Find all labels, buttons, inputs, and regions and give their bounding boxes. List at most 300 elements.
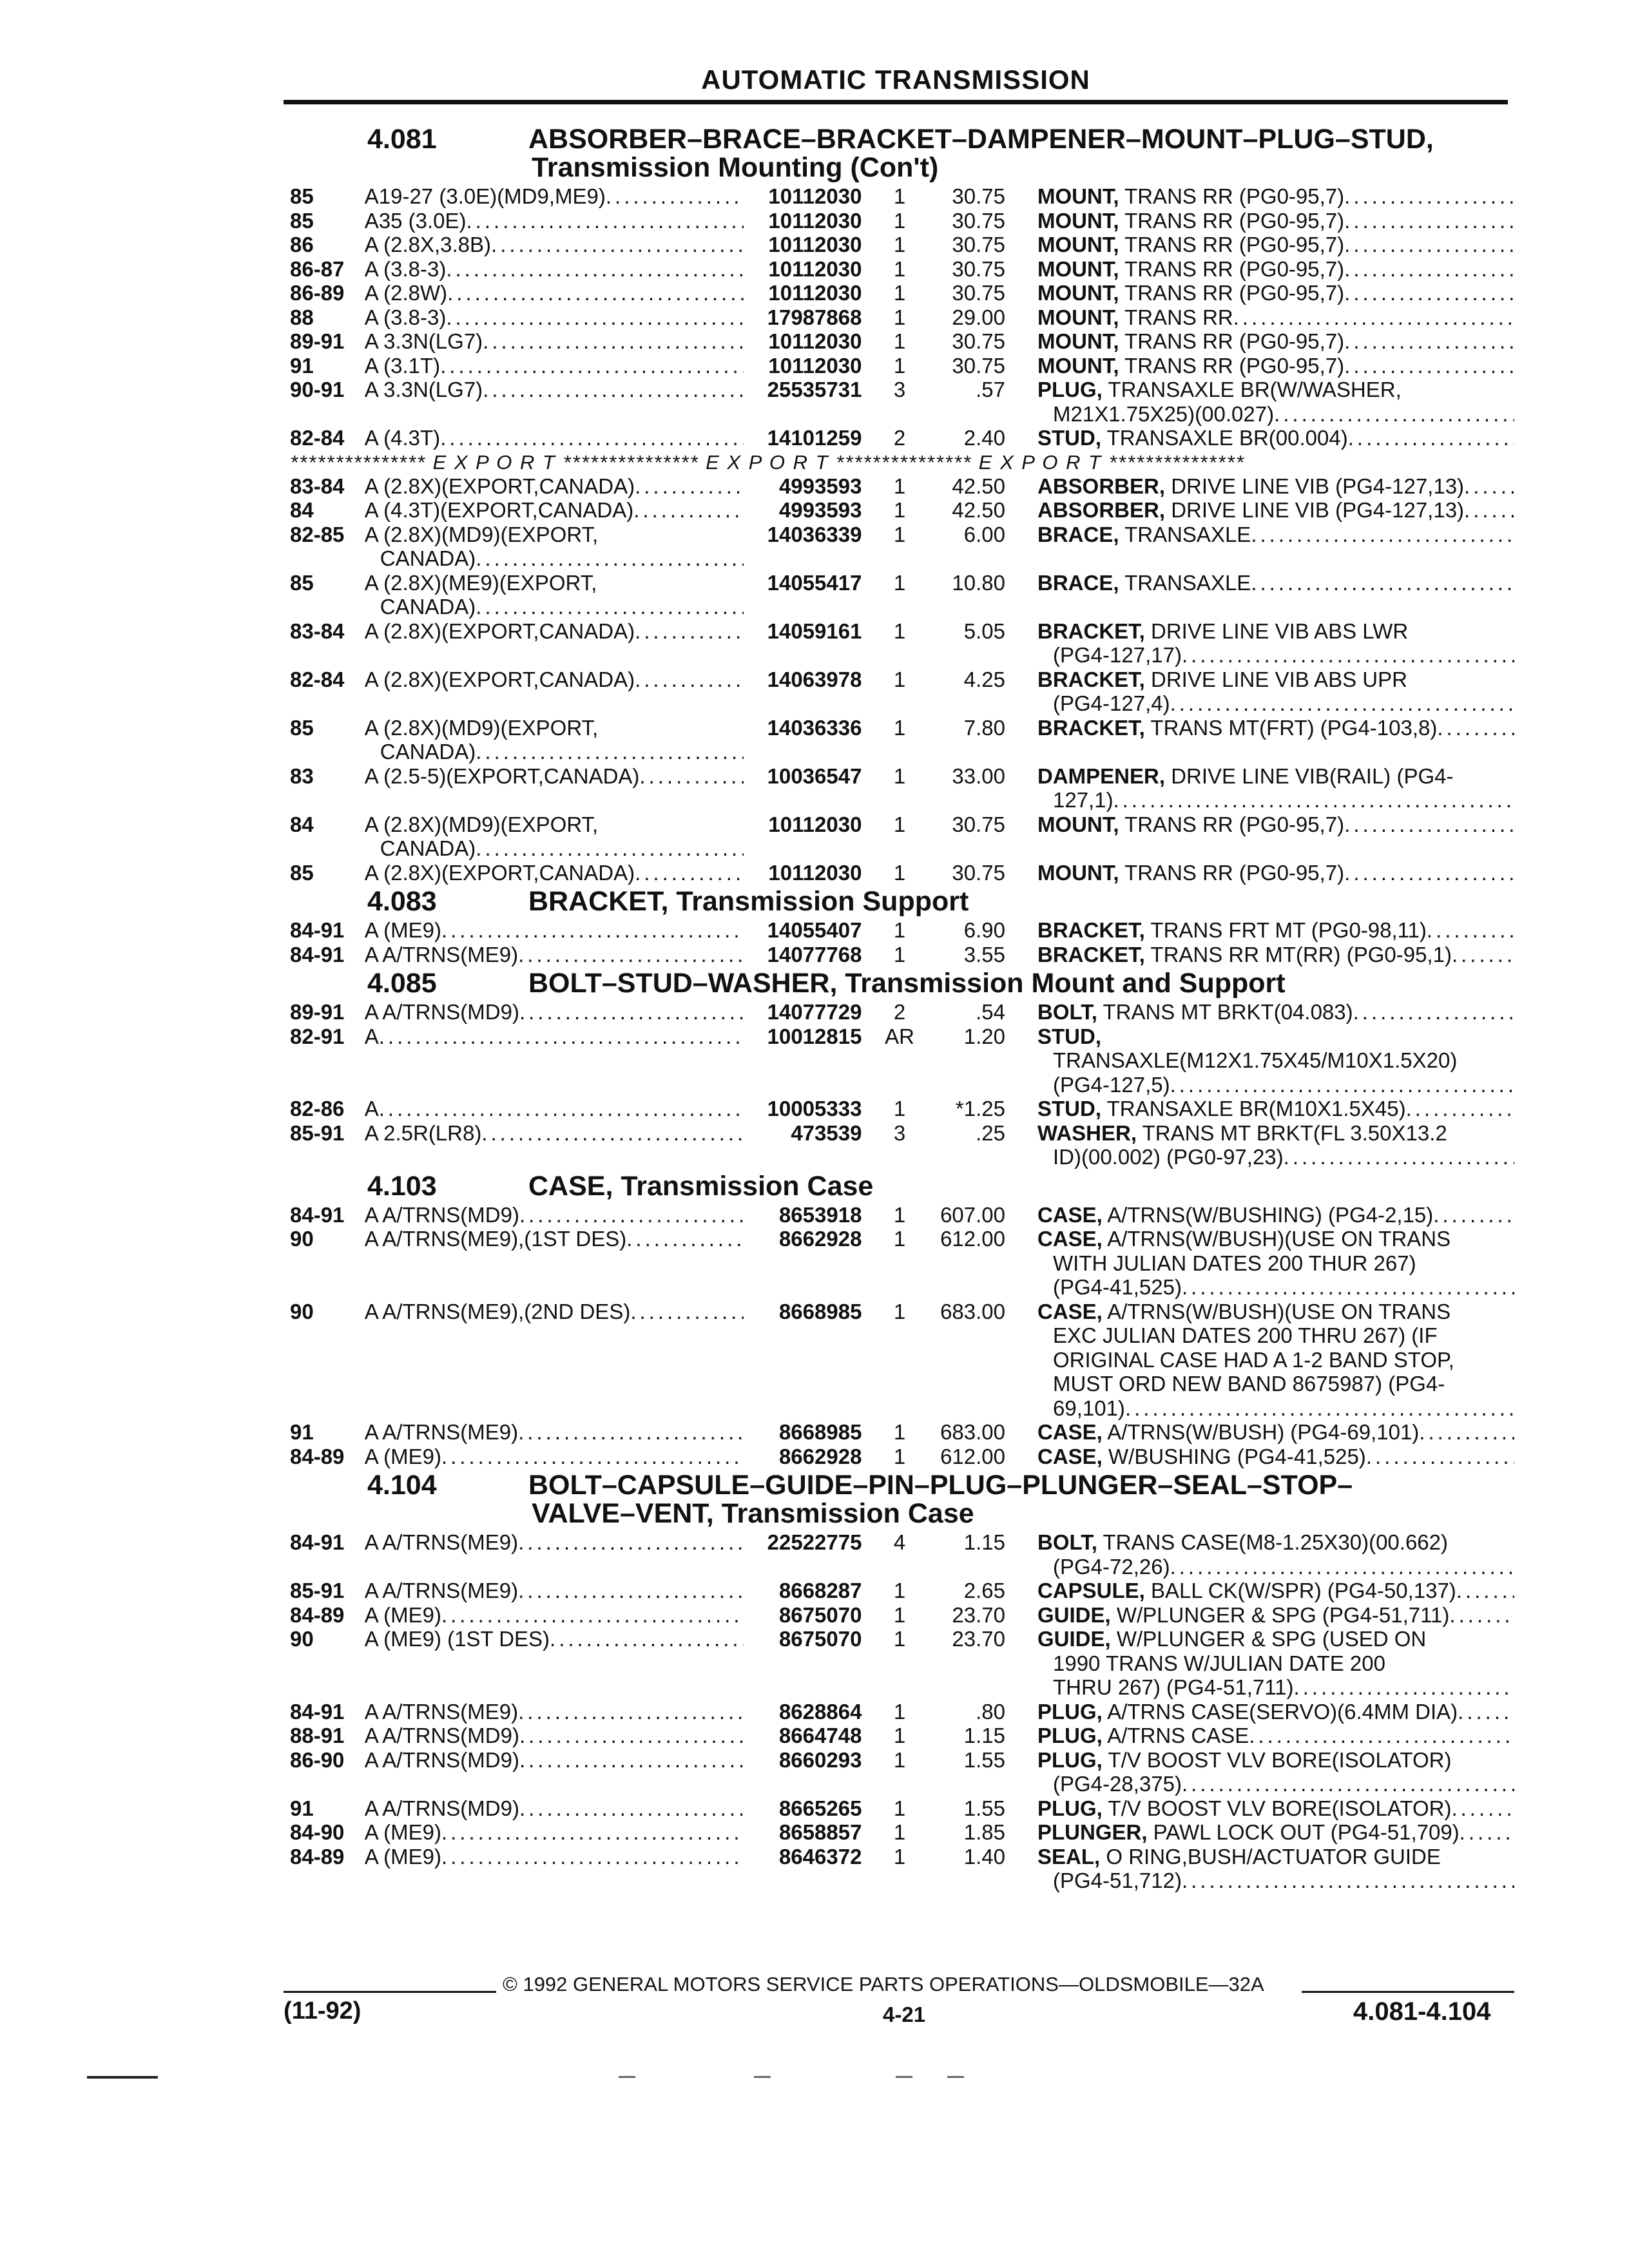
model-years: 88	[290, 305, 314, 329]
leader-dots	[1233, 305, 1514, 330]
leader-dots	[1464, 474, 1514, 499]
part-name	[1005, 1121, 1514, 1169]
part-name	[1005, 1203, 1514, 1227]
part-name-line	[1037, 498, 1514, 523]
description-text: A (2.8X)(ME9)(EXPORT,	[364, 570, 597, 595]
description-text: A (2.8X)(EXPORT,CANADA)	[364, 619, 635, 643]
description-text: A A/TRNS(ME9)	[364, 1420, 519, 1444]
description-text: A 2.5R(LR8)	[364, 1120, 482, 1145]
leader-dots	[1451, 1796, 1514, 1821]
price: 30.75	[952, 233, 1005, 256]
part-name-line	[1037, 1445, 1514, 1469]
part-name	[1005, 1748, 1514, 1796]
part-name-text: MOUNT, TRANS RR (PG0-95,7)	[1037, 256, 1345, 281]
part-name-line	[1037, 1579, 1514, 1603]
part-name-text: 1990 TRANS W/JULIAN DATE 200	[1053, 1651, 1385, 1675]
description-line	[365, 329, 744, 354]
part-name-line	[1037, 1121, 1514, 1146]
section-title-line: ABSORBER–BRACE–BRACKET–DAMPENER–MOUNT–PLUG–STUD,	[528, 124, 1434, 155]
part-name	[1005, 1300, 1514, 1421]
section-title	[528, 125, 1434, 182]
part-name-line	[1037, 571, 1514, 595]
part-number: 14055407	[767, 918, 862, 942]
leader-dots	[518, 1579, 744, 1603]
model-years: 84-89	[290, 1602, 345, 1627]
quantity: 1	[893, 1227, 906, 1251]
part-name-line	[1037, 1073, 1514, 1097]
part-name-text: (PG4-28,375)	[1053, 1772, 1182, 1796]
leader-dots	[519, 1748, 744, 1773]
model-years: 89-91	[290, 329, 345, 353]
description-line	[365, 1300, 744, 1324]
part-name-text: ABSORBER, DRIVE LINE VIB (PG4-127,13)	[1037, 474, 1465, 498]
quantity: 1	[893, 329, 906, 353]
description-text: A (2.8X)(EXPORT,CANADA)	[364, 860, 635, 885]
price: .80	[976, 1699, 1005, 1724]
section-title	[528, 1172, 873, 1200]
part-number: 14036336	[767, 715, 862, 740]
part-name-line	[1037, 402, 1514, 427]
leader-dots	[1182, 1772, 1514, 1796]
leader-dots	[1284, 1145, 1514, 1169]
footer-rule-right	[1302, 1991, 1514, 1993]
quantity: 4	[893, 1530, 906, 1554]
model-years: 90	[290, 1299, 314, 1323]
quantity: 3	[893, 1120, 906, 1145]
leader-dots	[1344, 184, 1514, 209]
model-years: 91	[290, 353, 314, 378]
part-row	[290, 209, 1514, 233]
leader-dots	[519, 1724, 744, 1748]
part-name	[1005, 619, 1514, 668]
description-line	[365, 740, 744, 764]
part-name	[1005, 474, 1514, 499]
quantity: 2	[893, 1000, 906, 1024]
part-name-line	[1037, 257, 1514, 282]
part-name-text: BOLT, TRANS CASE(M8-1.25X30)(00.662)	[1037, 1530, 1449, 1554]
description-text: A A/TRNS(MD9)	[364, 1747, 519, 1772]
model-years: 82-86	[290, 1097, 345, 1120]
description-text: A (2.8X)(MD9)(EXPORT,	[364, 812, 599, 836]
part-name	[1005, 498, 1514, 523]
leader-dots	[519, 1000, 744, 1024]
application-description	[365, 1300, 744, 1324]
description-text: A19-27 (3.0E)(MD9,ME9)	[364, 184, 606, 208]
scan-mark	[896, 2076, 912, 2078]
part-number: 10112030	[768, 233, 862, 256]
footer-section-range: 4.081-4.104	[1353, 1997, 1491, 2026]
part-name-line	[1037, 1530, 1514, 1555]
model-years: 84-89	[290, 1444, 345, 1468]
part-name-line	[1037, 691, 1514, 716]
model-years: 85	[290, 184, 314, 208]
part-name-line	[1037, 1145, 1514, 1169]
part-name-text: M21X1.75X25)(00.027)	[1053, 401, 1275, 426]
description-line	[365, 595, 744, 619]
leader-dots	[476, 546, 744, 571]
quantity: 3	[893, 378, 906, 401]
part-name-text: 69,101)	[1053, 1396, 1125, 1420]
page-header: AUTOMATIC TRANSMISSION	[701, 64, 1090, 95]
part-number: 14101259	[767, 426, 862, 450]
part-number: 17987868	[767, 305, 862, 329]
part-name	[1005, 1445, 1514, 1469]
part-name-line	[1037, 1845, 1514, 1869]
leader-dots	[635, 474, 744, 499]
description-line	[365, 668, 744, 692]
part-name-line	[1037, 354, 1514, 378]
part-name-line	[1037, 1275, 1514, 1300]
quantity: 1	[893, 522, 906, 546]
footer-page-number: 4-21	[883, 2003, 926, 2026]
part-name-text: CASE, A/TRNS(W/BUSH)(USE ON TRANS	[1037, 1227, 1451, 1251]
leader-dots	[447, 281, 744, 305]
section-title-line: BRACKET, Transmission Support	[528, 886, 969, 917]
part-name-text: (PG4-51,712)	[1053, 1869, 1182, 1892]
quantity: 1	[893, 305, 906, 329]
part-name	[1005, 918, 1514, 943]
model-years: 84	[290, 812, 314, 836]
description-text: A (3.1T)	[364, 353, 441, 378]
description-line	[365, 1796, 744, 1821]
part-number: 8646372	[778, 1844, 862, 1869]
section-heading	[290, 969, 1514, 997]
model-years: 85-91	[290, 1120, 345, 1145]
part-number: 8662928	[778, 1227, 862, 1251]
part-name	[1005, 1000, 1514, 1024]
part-number: 14059161	[767, 619, 862, 643]
part-row	[290, 1796, 1514, 1821]
description-text: A (2.8X)(MD9)(EXPORT,	[364, 715, 599, 740]
application-description	[365, 1203, 744, 1227]
leader-dots	[1437, 716, 1514, 740]
part-name-line	[1037, 1772, 1514, 1796]
part-name-line	[1037, 943, 1514, 967]
part-row	[290, 305, 1514, 330]
part-number: 10005333	[767, 1097, 862, 1120]
leader-dots	[1344, 812, 1514, 837]
part-number: 8668985	[778, 1420, 862, 1444]
description-line	[365, 1724, 744, 1748]
price: 7.80	[963, 715, 1005, 740]
price: 2.40	[963, 426, 1005, 450]
part-number: 10112030	[768, 208, 862, 233]
description-text: A 3.3N(LG7)	[364, 329, 483, 353]
leader-dots	[1348, 426, 1514, 450]
model-years: 91	[290, 1796, 314, 1820]
application-description	[365, 764, 744, 789]
leader-dots	[519, 1796, 744, 1821]
description-line	[365, 1845, 744, 1869]
application-description	[365, 619, 744, 644]
part-row	[290, 764, 1514, 812]
part-number: 10112030	[768, 860, 862, 885]
description-text: A (2.8X,3.8B)	[364, 233, 492, 256]
quantity: 1	[893, 1444, 906, 1468]
part-name-text: STUD, TRANSAXLE BR(M10X1.5X45)	[1037, 1097, 1406, 1120]
model-years: 89-91	[290, 1000, 345, 1024]
part-name-text: CAPSULE, BALL CK(W/SPR) (PG4-50,137)	[1037, 1579, 1456, 1602]
part-row	[290, 668, 1514, 716]
part-name-line	[1037, 1097, 1514, 1121]
part-row	[290, 1724, 1514, 1748]
scan-mark	[87, 2076, 158, 2079]
description-line	[365, 1097, 744, 1121]
model-years: 86-90	[290, 1747, 345, 1772]
part-name-text: (PG4-127,17)	[1053, 643, 1182, 667]
part-row	[290, 716, 1514, 764]
leader-dots	[639, 764, 744, 789]
model-years: 84-91	[290, 1202, 345, 1227]
model-years: 83	[290, 764, 314, 788]
description-text: CANADA)	[380, 595, 476, 619]
model-years: 84-91	[290, 1699, 345, 1724]
description-line	[365, 836, 744, 861]
description-line	[365, 1420, 744, 1445]
description-text: A A/TRNS(ME9)	[364, 1530, 519, 1554]
leader-dots	[1464, 498, 1514, 523]
part-name-text: CASE, A/TRNS(W/BUSH) (PG4-69,101)	[1037, 1420, 1420, 1444]
part-number: 10112030	[768, 353, 862, 378]
part-name-text: ORIGINAL CASE HAD A 1-2 BAND STOP,	[1053, 1347, 1454, 1372]
price: 10.80	[952, 570, 1005, 595]
model-years: 91	[290, 1420, 314, 1444]
part-name-line	[1037, 861, 1514, 885]
part-name-text: PLUG, T/V BOOST VLV BORE(ISOLATOR)	[1037, 1796, 1452, 1820]
model-years: 84	[290, 498, 314, 522]
description-text: A (3.8-3)	[364, 305, 447, 329]
part-row	[290, 1227, 1514, 1300]
quantity: 1	[893, 1820, 906, 1844]
description-line	[365, 571, 744, 595]
model-years: 85	[290, 570, 314, 595]
section-title-line: Transmission Mounting (Con't)	[532, 152, 939, 183]
description-line	[365, 281, 744, 305]
part-number: 8658857	[778, 1820, 862, 1844]
part-number: 14077768	[767, 942, 862, 966]
description-line	[365, 474, 744, 499]
quantity: 2	[893, 426, 906, 450]
section-number: 4.103	[367, 1170, 437, 1202]
application-description	[365, 1603, 744, 1628]
price: 30.75	[952, 256, 1005, 281]
description-line	[365, 764, 744, 789]
price: 1.20	[963, 1024, 1005, 1048]
part-name-text: MOUNT, TRANS RR (PG0-95,7)	[1037, 184, 1345, 208]
part-name	[1005, 378, 1514, 426]
description-line	[365, 184, 744, 209]
application-description	[365, 1724, 744, 1748]
price: 5.05	[963, 619, 1005, 643]
leader-dots	[635, 668, 744, 692]
part-name-line	[1037, 1675, 1514, 1700]
part-name-line	[1037, 619, 1514, 644]
leader-dots	[491, 233, 744, 257]
quantity: 1	[893, 1747, 906, 1772]
scan-mark	[754, 2076, 771, 2078]
part-name-line	[1037, 1651, 1514, 1676]
price: 612.00	[940, 1444, 1005, 1468]
part-name-line	[1037, 1227, 1514, 1251]
part-name	[1005, 861, 1514, 885]
model-years: 84-89	[290, 1844, 345, 1869]
part-name-text: PLUNGER, PAWL LOCK OUT (PG4-51,709)	[1037, 1820, 1460, 1844]
quantity: 1	[893, 184, 906, 208]
description-line	[365, 498, 744, 523]
description-text: CANADA)	[380, 740, 476, 764]
part-name-line	[1037, 1420, 1514, 1445]
part-row	[290, 1748, 1514, 1796]
description-line	[365, 354, 744, 378]
description-line	[365, 861, 744, 885]
leader-dots	[1294, 1675, 1514, 1700]
footer-copyright: © 1992 GENERAL MOTORS SERVICE PARTS OPERATIONS—OLDSMOBILE—32A	[503, 1973, 1264, 1995]
part-name-line	[1037, 209, 1514, 233]
part-name-line	[1037, 1627, 1514, 1651]
part-name	[1005, 812, 1514, 837]
leader-dots	[1125, 1396, 1514, 1421]
quantity: 1	[893, 1097, 906, 1120]
part-name-text: PLUG, A/TRNS CASE(SERVO)(6.4MM DIA)	[1037, 1699, 1458, 1724]
price: 30.75	[952, 281, 1005, 305]
price: 30.75	[952, 208, 1005, 233]
description-line	[365, 1024, 744, 1049]
part-row	[290, 474, 1514, 499]
part-name-line	[1037, 1048, 1514, 1073]
leader-dots	[446, 257, 744, 282]
leader-dots	[476, 740, 744, 764]
leader-dots	[630, 1300, 744, 1324]
application-description	[365, 498, 744, 523]
description-text: A (ME9)	[364, 1602, 441, 1627]
price: 1.40	[963, 1844, 1005, 1869]
part-row	[290, 1627, 1514, 1700]
part-name-line	[1037, 1000, 1514, 1024]
leader-dots	[440, 354, 744, 378]
part-name	[1005, 257, 1514, 282]
price: 1.55	[963, 1747, 1005, 1772]
description-line	[365, 812, 744, 837]
part-name	[1005, 943, 1514, 967]
part-name-text: (PG4-127,5)	[1053, 1072, 1170, 1097]
description-line	[365, 1530, 744, 1555]
part-number: 10112030	[768, 812, 862, 836]
part-name-text: BRACKET, TRANS MT(FRT) (PG4-103,8)	[1037, 715, 1438, 740]
description-text: A (2.8X)(EXPORT,CANADA)	[364, 474, 635, 498]
part-name-text: CASE, A/TRNS(W/BUSHING) (PG4-2,15)	[1037, 1202, 1434, 1227]
part-name-text: PLUG, TRANSAXLE BR(W/WASHER,	[1037, 378, 1402, 401]
part-name-line	[1037, 1251, 1514, 1276]
price: 23.70	[952, 1627, 1005, 1651]
price: 23.70	[952, 1602, 1005, 1627]
application-description	[365, 571, 744, 619]
part-number: 8653918	[778, 1202, 862, 1227]
quantity: 1	[893, 281, 906, 305]
part-row	[290, 1700, 1514, 1724]
price: 1.85	[963, 1820, 1005, 1844]
description-line	[365, 1603, 744, 1628]
export-divider: *************** E X P O R T *************** E X P O R T *************** E X P O R T ***************	[290, 450, 1245, 474]
price: 607.00	[940, 1202, 1005, 1227]
description-text: A (2.5-5)(EXPORT,CANADA)	[364, 764, 640, 788]
application-description	[365, 1121, 744, 1146]
quantity: 1	[893, 498, 906, 522]
part-number: 14055417	[767, 570, 862, 595]
part-name	[1005, 1097, 1514, 1121]
part-row	[290, 498, 1514, 523]
part-row	[290, 1530, 1514, 1579]
model-years: 82-85	[290, 522, 345, 546]
leader-dots	[1427, 918, 1514, 943]
leader-dots	[483, 329, 744, 354]
model-years: 85	[290, 208, 314, 233]
price: .25	[976, 1120, 1005, 1145]
part-row	[290, 354, 1514, 378]
part-name	[1005, 1024, 1514, 1097]
section-number: 4.081	[367, 124, 437, 155]
part-name-line	[1037, 1348, 1514, 1372]
description-line	[365, 716, 744, 740]
leader-dots	[1353, 1000, 1514, 1024]
part-name-line	[1037, 1748, 1514, 1773]
part-name	[1005, 716, 1514, 740]
part-row	[290, 1097, 1514, 1121]
quantity: 1	[893, 1724, 906, 1747]
part-name	[1005, 281, 1514, 305]
leader-dots	[476, 836, 744, 861]
model-years: 88-91	[290, 1724, 345, 1747]
application-description	[365, 861, 744, 885]
section-heading	[290, 125, 1514, 182]
application-description	[365, 1627, 744, 1651]
description-text: A (ME9)	[364, 918, 441, 942]
section-title-line: BOLT–CAPSULE–GUIDE–PIN–PLUG–PLUNGER–SEAL–STOP–	[528, 1470, 1353, 1501]
quantity: 1	[893, 1627, 906, 1651]
price: 30.75	[952, 329, 1005, 353]
model-years: 85	[290, 860, 314, 885]
part-name-line	[1037, 1323, 1514, 1348]
model-years: 85-91	[290, 1579, 345, 1602]
part-row	[290, 1203, 1514, 1227]
part-name-line	[1037, 1724, 1514, 1748]
quantity: 1	[893, 715, 906, 740]
part-number: 10012815	[767, 1024, 862, 1048]
description-text: A	[364, 1024, 379, 1048]
description-line	[365, 1445, 744, 1469]
part-name-text: 127,1)	[1053, 788, 1113, 812]
quantity: 1	[893, 570, 906, 595]
application-description	[365, 257, 744, 282]
part-name-text: MOUNT, TRANS RR (PG0-95,7)	[1037, 353, 1345, 378]
quantity: 1	[893, 918, 906, 942]
part-name-line	[1037, 1203, 1514, 1227]
part-name	[1005, 329, 1514, 354]
leader-dots	[441, 1445, 744, 1469]
application-description	[365, 1420, 744, 1445]
part-number: 10036547	[767, 764, 862, 788]
part-row	[290, 184, 1514, 209]
leader-dots	[1366, 1445, 1514, 1469]
part-name	[1005, 184, 1514, 209]
description-line	[365, 546, 744, 571]
model-years: 83-84	[290, 474, 345, 498]
description-line	[365, 1820, 744, 1845]
section-title-line: CASE, Transmission Case	[528, 1170, 874, 1202]
part-name-line	[1037, 1555, 1514, 1579]
part-name-text: MUST ORD NEW BAND 8675987) (PG4-	[1053, 1372, 1445, 1396]
price: 2.65	[963, 1579, 1005, 1602]
quantity: 1	[893, 1796, 906, 1820]
